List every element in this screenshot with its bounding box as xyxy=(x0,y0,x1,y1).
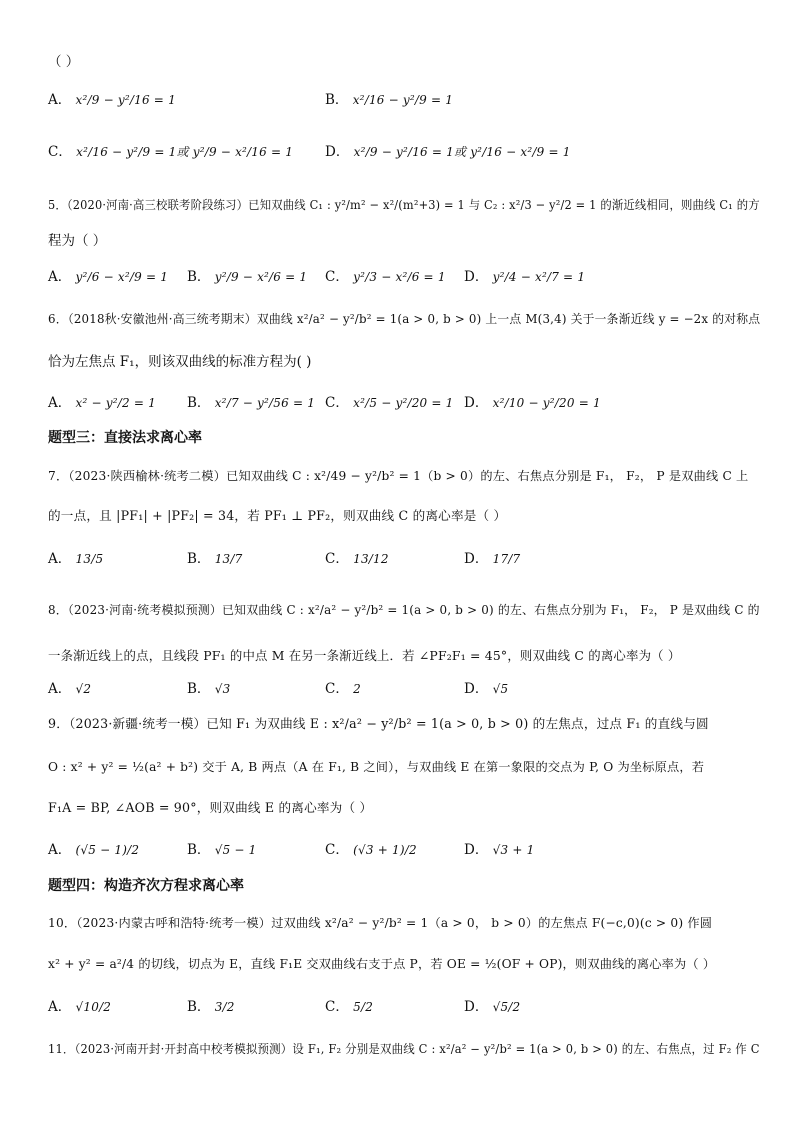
q6-option-c: C． x²/5 − y²/20 = 1 xyxy=(325,395,454,411)
q4-option-b: B． x²/16 − y²/9 = 1 xyxy=(325,92,454,108)
q4-option-a: A． x²/9 − y²/16 = 1 xyxy=(48,92,176,108)
q9-option-a: A． (√5 − 1)/2 xyxy=(48,842,140,858)
q4-stem-tail: （ ） xyxy=(48,54,80,70)
q6-stem-line1: 6．（2018秋·安徽池州·高三统考期末）双曲线 x²/a² − y²/b² = 1(a > 0, b > 0) 上一点 M(3,4) 关于一条渐近线 y = −2x 的对称点 xyxy=(48,312,761,326)
q7-stem-line1: 7．（2023·陕西榆林·统考二模）已知双曲线 C : x²/49 − y²/b² = 1（b > 0）的左、右焦点分别是 F₁， F₂， P 是双曲线 C 上 xyxy=(48,469,749,483)
q10-option-b: B． 3/2 xyxy=(187,999,235,1015)
q5-option-b: B． y²/9 − x²/6 = 1 xyxy=(187,269,308,285)
q8-option-d: D． √5 xyxy=(464,681,509,697)
q10-option-d: D． √5/2 xyxy=(464,999,521,1015)
q8-stem-line1: 8．（2023·河南·统考模拟预测）已知双曲线 C : x²/a² − y²/b² = 1(a > 0, b > 0) 的左、右焦点分别为 F₁， F₂， P 是双曲线 C 的 xyxy=(48,603,760,617)
q9-stem-line2: O : x² + y² = ½(a² + b²) 交于 A, B 两点（A 在 F₁, B 之间），与双曲线 E 在第一象限的交点为 P, O 为坐标原点，若 xyxy=(48,760,705,774)
q10-option-c: C． 5/2 xyxy=(325,999,374,1015)
q6-option-b: B． x²/7 − y²/56 = 1 xyxy=(187,395,316,411)
q5-stem-line1: 5．（2020·河南·高三校联考阶段练习）已知双曲线 C₁ : y²/m² − x²/(m²+3) = 1 与 C₂ : x²/3 − y²/2 = 1 的渐近线相同，则曲线 C₁ 的方 xyxy=(48,198,760,212)
q7-option-b: B． 13/7 xyxy=(187,551,243,567)
q6-stem-line2: 恰为左焦点 F₁，则该双曲线的标准方程为( ) xyxy=(48,354,312,370)
q8-option-a: A． √2 xyxy=(48,681,92,697)
q9-stem-line3: F₁A = BP, ∠AOB = 90°，则双曲线 E 的离心率为（ ） xyxy=(48,800,373,815)
q10-stem-line1: 10．（2023·内蒙古呼和浩特·统考一模）过双曲线 x²/a² − y²/b² = 1（a > 0， b > 0）的左焦点 F(−c,0)(c > 0) 作圆 xyxy=(48,916,713,930)
q6-option-d: D． x²/10 − y²/20 = 1 xyxy=(464,395,601,411)
section-heading-4: 题型四：构造齐次方程求离心率 xyxy=(48,878,244,894)
q9-option-d: D． √3 + 1 xyxy=(464,842,535,858)
q10-option-a: A． √10/2 xyxy=(48,999,112,1015)
q6-option-a: A． x² − y²/2 = 1 xyxy=(48,395,156,411)
q5-option-d: D． y²/4 − x²/7 = 1 xyxy=(464,269,586,285)
q9-option-b: B． √5 − 1 xyxy=(187,842,257,858)
section-heading-3: 题型三：直接法求离心率 xyxy=(48,430,202,446)
q8-option-b: B． √3 xyxy=(187,681,231,697)
q7-option-a: A． 13/5 xyxy=(48,551,104,567)
q8-stem-line2: 一条渐近线上的点，且线段 PF₁ 的中点 M 在另一条渐近线上．若 ∠PF₂F₁ = 45°，则双曲线 C 的离心率为（ ） xyxy=(48,648,681,663)
q4-option-d: D． x²/9 − y²/16 = 1或 y²/16 − x²/9 = 1 xyxy=(325,144,571,160)
q5-option-a: A． y²/6 − x²/9 = 1 xyxy=(48,269,169,285)
q9-stem-line1: 9．（2023·新疆·统考一模）已知 F₁ 为双曲线 E : x²/a² − y²/b² = 1(a > 0, b > 0) 的左焦点，过点 F₁ 的直线与圆 xyxy=(48,716,709,731)
q8-option-c: C． 2 xyxy=(325,681,361,697)
q7-stem-line2: 的一点，且 |PF₁| + |PF₂| = 34，若 PF₁ ⊥ PF₂，则双曲线 C 的离心率是（ ） xyxy=(48,508,507,523)
q11-stem-line1: 11．（2023·河南开封·开封高中校考模拟预测）设 F₁, F₂ 分别是双曲线 C : x²/a² − y²/b² = 1(a > 0, b > 0) 的左、右焦点，过 F₂ 作 C xyxy=(48,1042,760,1056)
q9-option-c: C． (√3 + 1)/2 xyxy=(325,842,417,858)
q5-option-c: C． y²/3 − x²/6 = 1 xyxy=(325,269,446,285)
q7-option-c: C． 13/12 xyxy=(325,551,389,567)
q5-stem-line2: 程为（ ） xyxy=(48,233,107,249)
q10-stem-line2: x² + y² = a²/4 的切线，切点为 E，直线 F₁E 交双曲线右支于点 P，若 OE = ½(OF + OP)，则双曲线的离心率为（ ） xyxy=(48,957,716,971)
q4-option-c: C． x²/16 − y²/9 = 1或 y²/9 − x²/16 = 1 xyxy=(48,144,294,160)
q7-option-d: D． 17/7 xyxy=(464,551,521,567)
